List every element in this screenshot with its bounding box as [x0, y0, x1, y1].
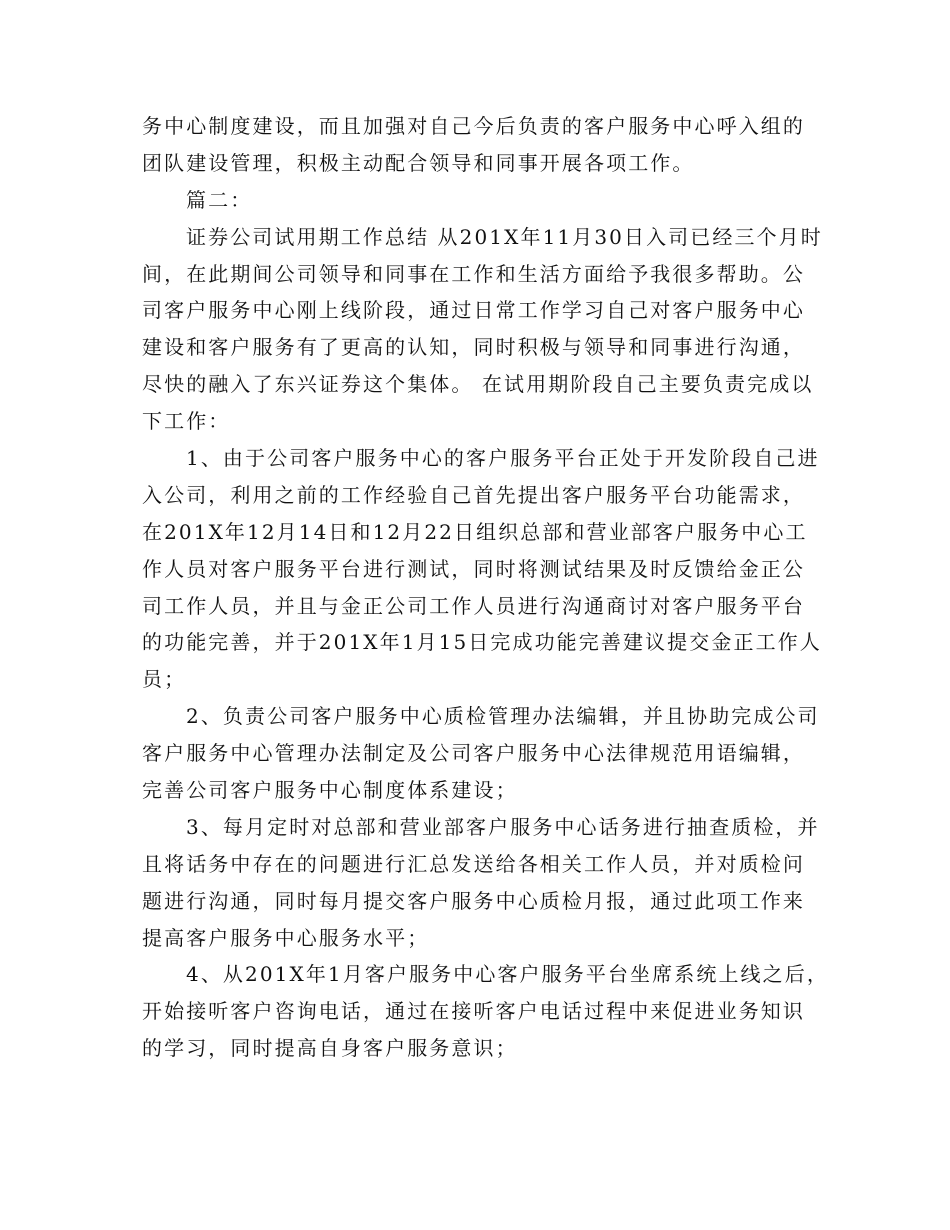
text-line: 开始接听客户咨询电话，通过在接听客户电话过程中来促进业务知识 — [142, 999, 805, 1024]
text-line: 司客户服务中心刚上线阶段，通过日常工作学习自己对客户服务中心 — [142, 298, 805, 323]
text-line: 入公司，利用之前的工作经验自己首先提出客户服务平台功能需求， — [142, 482, 805, 507]
text-line: 司工作人员，并且与金正公司工作人员进行沟通商讨对客户服务平台 — [142, 593, 805, 618]
text-line: 证券公司试用期工作总结 从201X年11月30日入司已经三个月时 — [186, 224, 823, 249]
list-item-2-line: 2、负责公司客户服务中心质检管理办法编辑，并且协助完成公司 — [186, 704, 820, 729]
text-line: 尽快的融入了东兴证券这个集体。 在试用期阶段自己主要负责完成以 — [142, 372, 814, 397]
text-line: 的功能完善，并于201X年1月15日完成功能完善建议提交金正工作人 — [142, 630, 822, 655]
document-body — [142, 108, 829, 1067]
text-line: 下工作： — [142, 409, 231, 434]
text-line: 题进行沟通，同时每月提交客户服务中心质检月报，通过此项工作来 — [142, 888, 805, 913]
text-line: 务中心制度建设，而且加强对自己今后负责的客户服务中心呼入组的 — [142, 114, 805, 138]
list-item-1-line: 1、由于公司客户服务中心的客户服务平台正处于开发阶段自己进 — [186, 446, 820, 471]
text-line: 且将话务中存在的问题进行汇总发送给各相关工作人员，并对质检问 — [142, 851, 805, 876]
list-item-3-line: 3、每月定时对总部和营业部客户服务中心话务进行抽查质检，并 — [186, 814, 820, 839]
text-line: 间，在此期间公司领导和同事在工作和生活方面给予我很多帮助。公 — [142, 261, 805, 286]
section-heading: 篇二： — [186, 187, 253, 212]
text-line: 员； — [142, 667, 187, 692]
text-line: 在201X年12月14日和12月22日组织总部和营业部客户服务中心工 — [142, 519, 808, 544]
list-item-4-line: 4、从201X年1月客户服务中心客户服务平台坐席系统上线之后， — [186, 962, 829, 987]
text-line: 的学习，同时提高自身客户服务意识； — [142, 1036, 518, 1061]
text-line: 团队建设管理，积极主动配合领导和同事开展各项工作。 — [142, 150, 695, 175]
text-line: 提高客户服务中心服务水平； — [142, 925, 430, 950]
text-line: 客户服务中心管理办法制定及公司客户服务中心法律规范用语编辑， — [142, 741, 805, 766]
text-line: 建设和客户服务有了更高的认知，同时积极与领导和同事进行沟通， — [142, 335, 805, 360]
text-line: 作人员对客户服务平台进行测试，同时将测试结果及时反馈给金正公 — [142, 556, 805, 581]
text-line: 完善公司客户服务中心制度体系建设； — [142, 778, 518, 803]
